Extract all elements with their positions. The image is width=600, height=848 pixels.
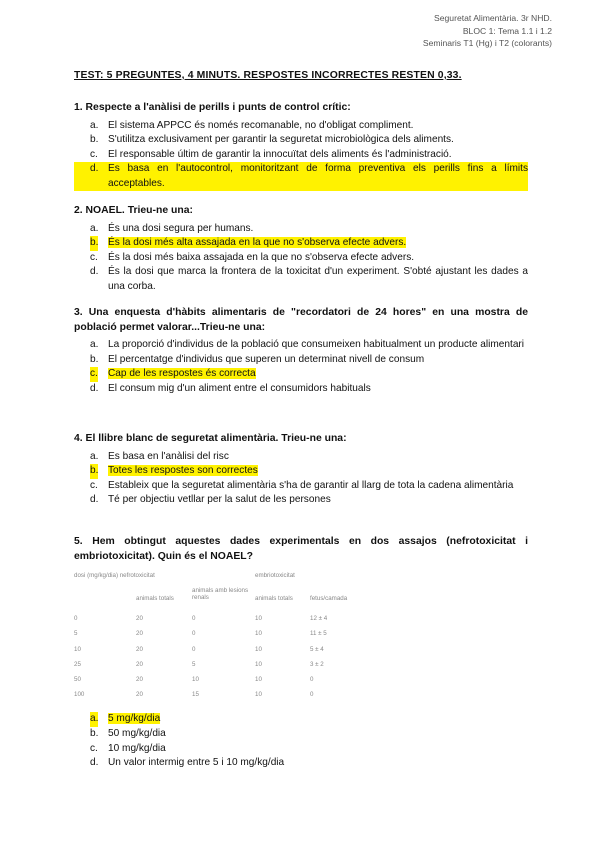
table-cell: 25	[74, 660, 81, 668]
table-cell: 12 ± 4	[310, 615, 328, 623]
table-subheader: animals totals	[136, 595, 174, 603]
question-2	[74, 204, 528, 294]
table-cell: 20	[136, 675, 143, 683]
table-subheader-row	[74, 587, 370, 615]
question-2-title: 2. NOAEL. Trieu-ne una:	[74, 205, 193, 216]
option-2b[interactable]: b. És la dosi més alta assajada en la que no s'observa efecte advers.	[74, 236, 528, 251]
question-2-options	[74, 222, 528, 295]
table-row	[74, 691, 370, 706]
option-2c[interactable]: c. És la dosi més baixa assajada en la que no s'observa efecte advers.	[90, 251, 415, 263]
table-cell: 5	[192, 660, 196, 668]
document-header	[423, 12, 552, 50]
table-row	[74, 676, 370, 691]
question-3-options	[74, 338, 528, 396]
question-4-title: 4. El llibre blanc de seguretat alimentària. Trieu-ne una:	[74, 433, 347, 444]
table-cell: 20	[136, 691, 143, 699]
table-cell: 0	[74, 615, 78, 623]
table-cell: 11 ± 5	[310, 630, 327, 638]
option-4a[interactable]: a. Es basa en l'anàlisi del risc	[90, 450, 229, 462]
table-cell: 20	[136, 645, 143, 653]
table-subheader: fetus/camada	[310, 595, 348, 603]
table-cell: 20	[136, 630, 143, 638]
question-5-options	[74, 712, 528, 770]
table-cell: 10	[255, 615, 262, 623]
option-4c[interactable]: c. Estableix que la seguretat alimentària s'ha de garantir al llarg de tota la cadena alimentària	[90, 479, 514, 491]
option-3c-highlight: Cap de les respostes és correcta	[108, 368, 256, 380]
table-cell: 0	[192, 615, 196, 623]
table-cell: 0	[192, 645, 196, 653]
question-1-title: 1. Respecte a l'anàlisi de perills i punts de control crític:	[74, 102, 351, 113]
option-4b-highlight: Totes les respostes son correctes	[108, 465, 258, 477]
table-cell: 10	[192, 675, 199, 683]
table-subheader: animals amb lesions renals	[192, 587, 249, 602]
header-course: Seguretat Alimentària. 3r NHD.	[434, 13, 552, 23]
table-group-header-nephro: dosi (mg/kg/dia) nefrotoxicitat	[74, 572, 155, 579]
question-3-title: 3. Una enquesta d'hàbits alimentaris de "recordatori de 24 hores" en una mostra de població permet valorar...Trieu-ne una:	[74, 307, 528, 333]
question-4	[74, 432, 528, 508]
question-5-title: 5. Hem obtingut aquestes dades experimentals en dos assajos (nefrotoxicitat i embriotoxicitat). Quin és el NOAEL?	[74, 536, 528, 562]
table-row	[74, 646, 370, 661]
table-row	[74, 615, 370, 630]
option-1a[interactable]: a. El sistema APPCC és només recomanable, no d'obligat compliment.	[90, 119, 414, 131]
table-cell: 15	[192, 691, 199, 699]
table-cell: 10	[255, 660, 262, 668]
table-cell: 100	[74, 691, 85, 699]
table-row	[74, 630, 370, 645]
table-cell: 20	[136, 615, 143, 623]
table-cell: 50	[74, 675, 81, 683]
table-cell: 5	[74, 630, 78, 638]
question-5	[74, 535, 528, 771]
table-cell: 0	[310, 691, 314, 699]
option-2a[interactable]: a. És una dosi segura per humans.	[90, 222, 254, 234]
table-cell: 20	[136, 660, 143, 668]
option-2b-highlight: És la dosi més alta assajada en la que no s'observa efecte advers.	[108, 237, 407, 249]
table-group-header-embryo: embriotoxicitat	[255, 572, 295, 579]
option-5a[interactable]: a. 5 mg/kg/dia	[74, 712, 528, 727]
test-title: TEST: 5 PREGUNTES, 4 MINUTS. RESPOSTES INCORRECTES RESTEN 0,33.	[74, 70, 462, 81]
table-header-row	[74, 572, 370, 587]
table-subheader: animals totals	[255, 595, 293, 603]
option-5c[interactable]: c. 10 mg/kg/dia	[90, 742, 166, 754]
option-3a[interactable]: a. La proporció d'individus de la població que consumeixen habitualment un producte alimentari	[90, 339, 525, 350]
option-5b[interactable]: b. 50 mg/kg/dia	[90, 727, 166, 739]
option-4b[interactable]: b. Totes les respostes son correctes	[74, 464, 528, 479]
table-cell: 10	[74, 645, 81, 653]
option-3b[interactable]: b. El percentatge d'individus que superen un determinat nivell de consum	[90, 353, 425, 365]
option-3d[interactable]: d. El consum mig d'un aliment entre el consumidors habituals	[90, 382, 371, 394]
option-1b[interactable]: b. S'utilitza exclusivament per garantir la seguretat microbiològica dels aliments.	[90, 134, 454, 146]
header-block: BLOC 1: Tema 1.1 i 1.2	[462, 25, 552, 36]
question-1	[74, 101, 528, 191]
experimental-data-table	[74, 572, 370, 706]
question-3	[74, 306, 528, 396]
option-3c[interactable]: c. Cap de les respostes és correcta	[74, 367, 528, 382]
option-1c[interactable]: c. El responsable últim de garantir la innocuïtat dels aliments és l'administració.	[90, 148, 452, 160]
table-cell: 5 ± 4	[310, 645, 324, 653]
option-4d[interactable]: d. Té per objectiu vetllar per la salut de les persones	[90, 494, 331, 506]
table-cell: 10	[255, 645, 262, 653]
option-5d[interactable]: d. Un valor intermig entre 5 i 10 mg/kg/dia	[90, 757, 285, 769]
header-seminars: Seminaris T1 (Hg) i T2 (colorants)	[422, 38, 552, 48]
question-4-options	[74, 450, 528, 508]
option-5a-highlight: 5 mg/kg/dia	[108, 713, 161, 725]
table-cell: 10	[255, 691, 262, 699]
table-cell: 10	[255, 630, 262, 638]
option-1d-highlighted[interactable]: d. Es basa en l'autocontrol, monitoritzant de forma preventiva els perills fins a límits acceptables.	[74, 162, 528, 191]
table-cell: 3 ± 2	[310, 660, 324, 668]
question-1-options	[74, 119, 528, 192]
table-cell: 0	[192, 630, 196, 638]
table-cell: 10	[255, 675, 262, 683]
table-row	[74, 661, 370, 676]
option-2d[interactable]: d. És la dosi que marca la frontera de la toxicitat d'un experiment. S'obté ajustant les dades a una corba.	[90, 266, 528, 292]
table-cell: 0	[310, 675, 314, 683]
